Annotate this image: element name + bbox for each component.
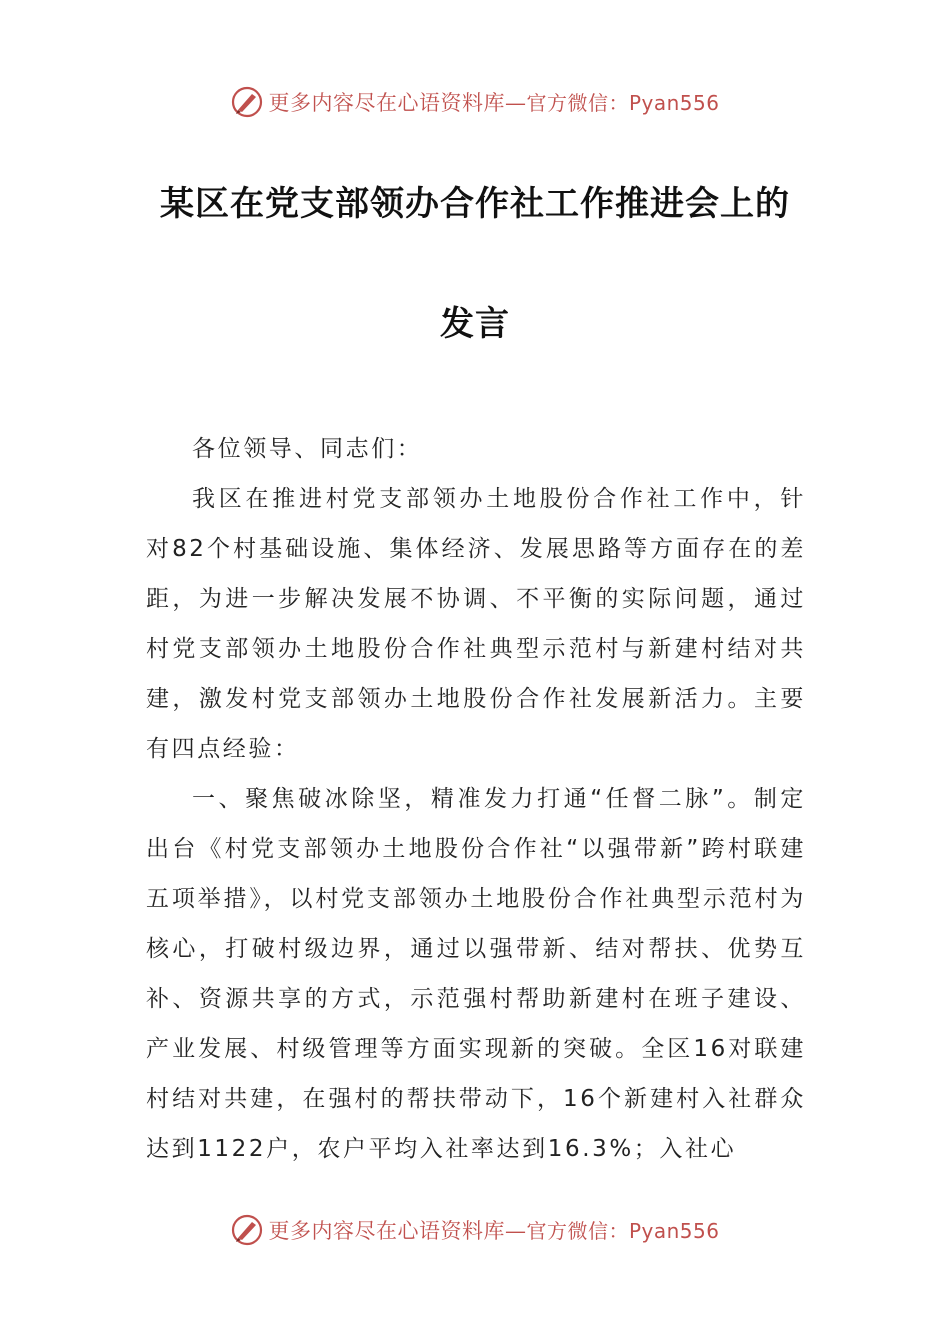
greeting: 各位领导、同志们： xyxy=(192,436,423,462)
footer-watermark-banner xyxy=(0,1210,950,1250)
pen-logo-icon xyxy=(230,1213,264,1247)
pen-logo-icon xyxy=(230,85,264,119)
footer-banner-text: 更多内容尽在心语资料库—官方微信：Pyan556 xyxy=(268,1219,720,1243)
paragraph-intro: 我区在推进村党支部领办土地股份合作社工作中，针对82个村基础设施、集体经济、发展思路等方面存在的差距，为进一步解决发展不协调、不平衡的实际问题，通过村党支部领办土地股份合作社典型示范村与新建村结对共建，激发村党支部领办土地股份合作社发展新活力。主要有四点经验： xyxy=(146,486,806,762)
paragraph-section-one: 一、聚焦破冰除坚，精准发力打通“任督二脉”。制定出台《村党支部领办土地股份合作社“以强带新”跨村联建五项举措》，以村党支部领办土地股份合作社典型示范村为核心，打破村级边界，通过以强带新、结对帮扶、优势互补、资源共享的方式，示范强村帮助新建村在班子建设、产业发展、村级管理等方面实现新的突破。全区16对联建村结对共建，在强村的帮扶带动下，16个新建村入社群众达到1122户，农户平均入社率达到16.3%；入社心 xyxy=(146,786,806,1162)
document-title-line-2: 发言 xyxy=(440,304,510,344)
document-title-line-1: 某区在党支部领办合作社工作推进会上的 xyxy=(160,184,790,224)
document-body xyxy=(146,424,806,1174)
header-banner-text: 更多内容尽在心语资料库—官方微信：Pyan556 xyxy=(268,91,720,115)
header-watermark-banner xyxy=(0,82,950,122)
